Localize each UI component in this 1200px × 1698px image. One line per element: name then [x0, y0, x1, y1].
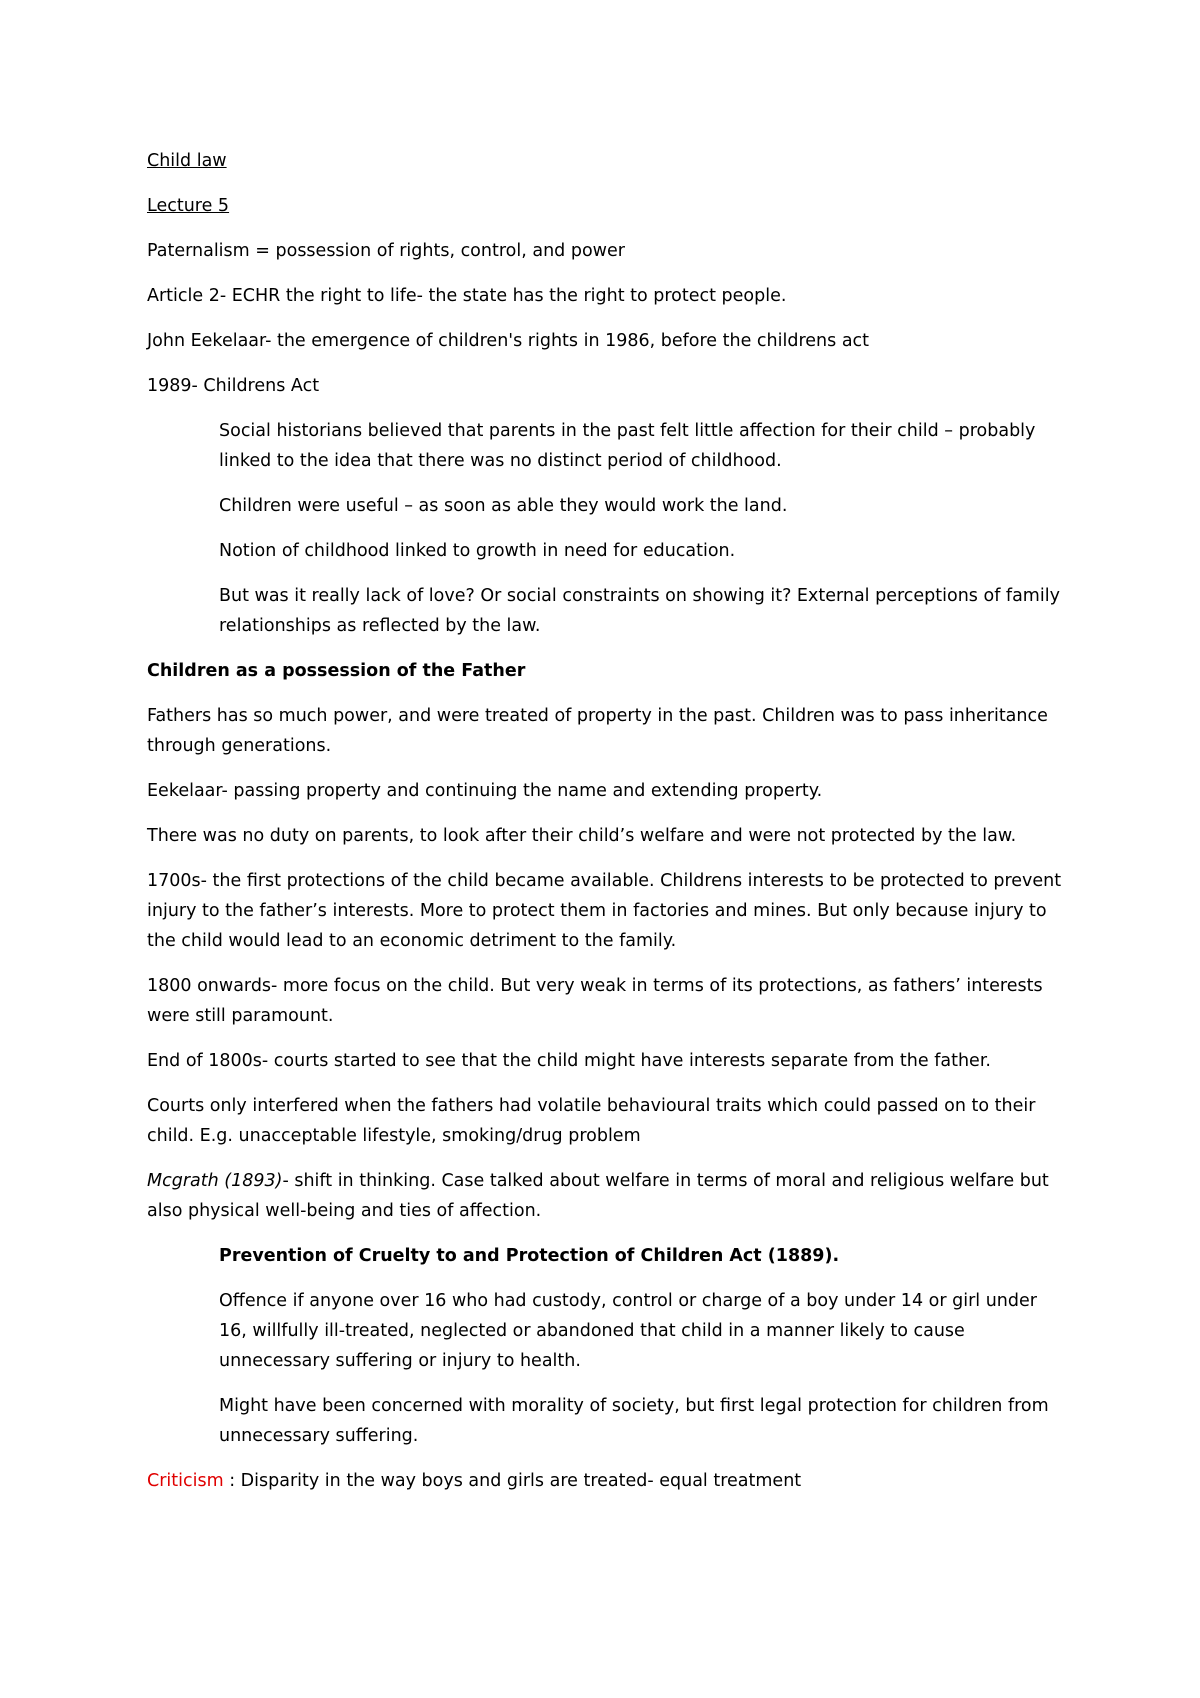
lecture-label: Lecture 5 — [147, 196, 230, 216]
paragraph-fathers-power: Fathers has so much power, and were treated of property in the past. Children was to pass inheritance through generations. — [147, 706, 1048, 756]
list-item — [147, 491, 1067, 521]
case-name: Mcgrath (1893) — [147, 1171, 283, 1191]
paragraph-criticism — [147, 1466, 1067, 1496]
list-item — [147, 536, 1067, 566]
list-item — [147, 581, 1067, 641]
paragraph-eekelaar-property: Eekelaar- passing property and continuing the name and extending property. — [147, 781, 823, 801]
list-item — [147, 1241, 1067, 1271]
paragraph-1989-act: 1989- Childrens Act — [147, 376, 320, 396]
list-item-text: Prevention of Cruelty to and Protection of Children Act (1889). — [219, 1246, 840, 1266]
list-item — [147, 416, 1067, 476]
document-title: Child law — [147, 151, 227, 171]
list-item-text: Might have been concerned with morality of society, but first legal protection for children from unnecessary suffering. — [219, 1396, 1049, 1446]
list-item-text: But was it really lack of love? Or social constraints on showing it? External perceptions of family relationships as reflected by the law. — [219, 586, 1060, 636]
list-item-text: Children were useful – as soon as able they would work the land. — [219, 496, 788, 516]
criticism-text: : Disparity in the way boys and girls are treated- equal treatment — [223, 1471, 802, 1491]
paragraph-article-2: Article 2- ECHR the right to life- the state has the right to protect people. — [147, 286, 787, 306]
document-body — [147, 146, 1067, 1511]
list-item-text: Notion of childhood linked to growth in need for education. — [219, 541, 736, 561]
paragraph-paternalism: Paternalism = possession of rights, control, and power — [147, 241, 625, 261]
list-item-text: Offence if anyone over 16 who had custody, control or charge of a boy under 14 or girl under 16, willfully ill-treated, neglected or abandoned that child in a manner likely to cause unnecessary suffering or injury to health. — [219, 1291, 1037, 1371]
paragraph-1700s: 1700s- the first protections of the child became available. Childrens interests to be protected to prevent injury to the father’s interests. More to protect them in factories and mines. But only because injury to the child would lead to an economic detriment to the family. — [147, 871, 1062, 951]
list-item — [147, 1391, 1067, 1451]
paragraph-no-duty: There was no duty on parents, to look after their child’s welfare and were not protected by the law. — [147, 826, 1017, 846]
paragraph-courts-interfered: Courts only interfered when the fathers had volatile behavioural traits which could passed on to their child. E.g. unacceptable lifestyle, smoking/drug problem — [147, 1096, 1036, 1146]
paragraph-mcgrath — [147, 1166, 1067, 1226]
paragraph-eekelaar: John Eekelaar- the emergence of children's rights in 1986, before the childrens act — [147, 331, 870, 351]
list-item — [147, 1286, 1067, 1376]
paragraph-1800-onwards: 1800 onwards- more focus on the child. But very weak in terms of its protections, as fathers’ interests were still paramount. — [147, 976, 1043, 1026]
paragraph-end-1800s: End of 1800s- courts started to see that the child might have interests separate from the father. — [147, 1051, 991, 1071]
list-item-text: Social historians believed that parents in the past felt little affection for their child – probably linked to the idea that there was no distinct period of childhood. — [219, 421, 1036, 471]
case-text: - shift in thinking. Case talked about welfare in terms of moral and religious welfare but also physical well-being and ties of affection. — [147, 1171, 1049, 1221]
section-heading-father: Children as a possession of the Father — [147, 661, 526, 681]
criticism-label: Criticism — [147, 1471, 224, 1491]
